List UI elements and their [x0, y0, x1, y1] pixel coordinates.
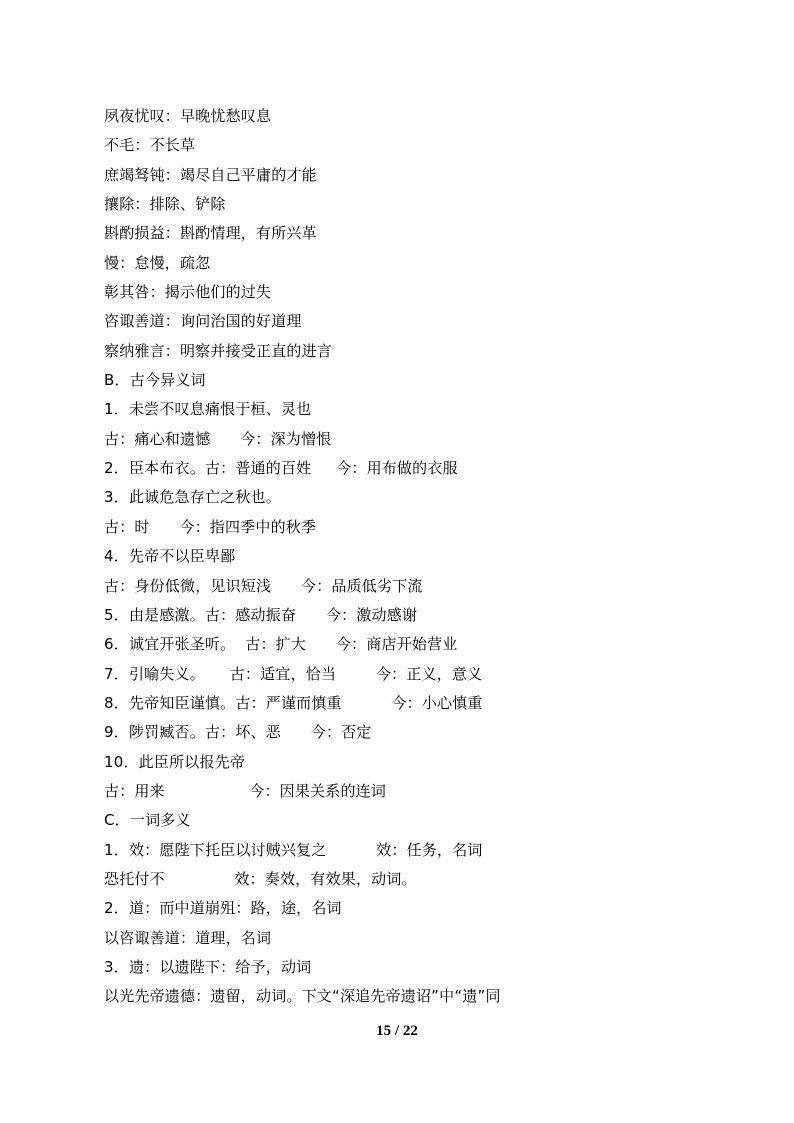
text-line: 3．此诚危急存亡之秋也。	[104, 488, 281, 507]
text-line: 1．效：愿陛下托臣以讨贼兴复之 效：任务，名词	[104, 840, 483, 859]
text-line: 古：用来 今：因果关系的连词	[104, 781, 387, 800]
text-line: 古：身份低微，见识短浅 今：品质低劣下流	[104, 576, 423, 595]
text-line: 古：痛心和遗憾 今：深为憎恨	[104, 429, 332, 448]
text-line: 1．未尝不叹息痛恨于桓、灵也	[104, 400, 312, 419]
text-line: 恐托付不 效：奏效，有效果，动词。	[104, 869, 417, 888]
page-content	[104, 102, 704, 1012]
text-line: 咨诹善道：询问治国的好道理	[104, 312, 302, 331]
text-line: 10．此臣所以报先帝	[104, 752, 246, 771]
text-line: 夙夜忧叹：早晚忧愁叹息	[104, 107, 272, 125]
section-heading: C．一词多义	[104, 811, 191, 830]
text-line: 4．先帝不以臣卑鄙	[104, 547, 236, 566]
text-line: 5．由是感激。古：感动振奋 今：激动感谢	[104, 605, 418, 624]
text-line: 2．道：而中道崩殂：路，途，名词	[104, 899, 342, 918]
text-line: 庶竭驽钝：竭尽自己平庸的才能	[104, 165, 317, 184]
text-line: 攘除：排除、铲除	[104, 195, 226, 214]
text-line: 不毛：不长草	[104, 136, 196, 155]
text-line: 9．陟罚臧否。古：坏、恶 今：否定	[104, 723, 372, 742]
text-line: 7．引喻失义。 古：适宜，恰当 今：正义，意义	[104, 664, 483, 683]
text-line: 以光先帝遗德：遗留，动词。下文“深追先帝遗诏”中“遗”同	[104, 987, 501, 1006]
text-line: 古：时 今：指四季中的秋季	[104, 517, 317, 536]
text-line: 察纳雅言：明察并接受正直的进言	[104, 341, 333, 360]
section-heading: B．古今异义词	[104, 371, 206, 390]
text-line: 3．遗：以遗陛下：给予，动词	[104, 957, 312, 976]
text-line: 慢：怠慢，疏忽	[104, 253, 211, 272]
text-line: 6．诚宜开张圣听。 古：扩大 今：商店开始营业	[104, 635, 458, 654]
page-number: 15 / 22	[376, 1023, 418, 1039]
text-line: 彰其咎：揭示他们的过失	[104, 283, 272, 302]
text-line: 斟酌损益：斟酌情理，有所兴革	[104, 224, 317, 243]
text-line: 2．臣本布衣。古：普通的百姓 今：用布做的衣服	[104, 459, 458, 478]
text-line: 以咨诹善道：道理，名词	[104, 928, 272, 947]
text-line: 8．先帝知臣谨慎。古：严谨而慎重 今：小心慎重	[104, 693, 483, 712]
